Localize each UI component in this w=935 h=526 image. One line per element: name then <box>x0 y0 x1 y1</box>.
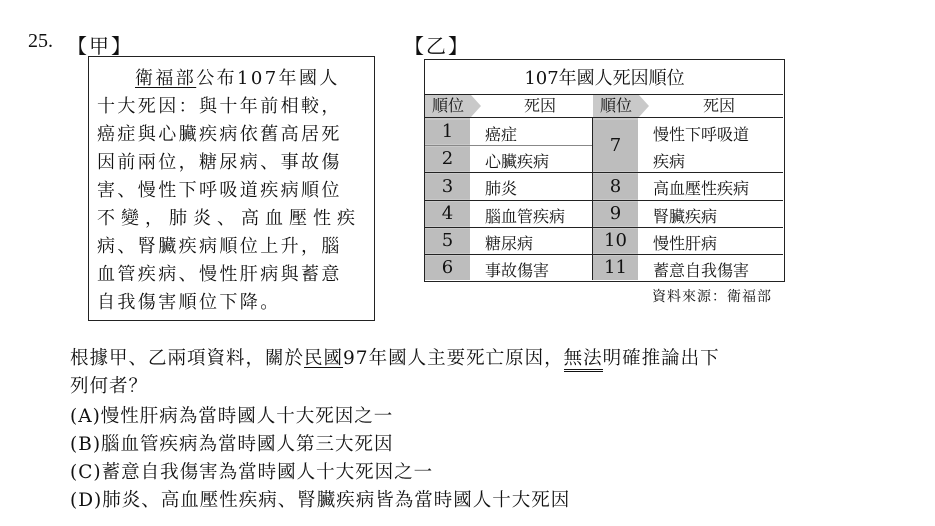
header-cause-right: 死因 <box>702 96 735 115</box>
part-a-label: 【甲】 <box>67 34 133 58</box>
passage-underlined-word: 衛福部 <box>135 68 197 89</box>
cause-7-line-2: 疾病 <box>653 152 686 171</box>
header-rank-left: 順位 <box>425 95 471 117</box>
passage-line-3: 癌症與心臟疾病依舊高居死 <box>97 124 342 145</box>
passage-line-1-rest: 公布107年國人 <box>196 68 340 89</box>
row-divider <box>425 254 783 255</box>
rank-4: 4 <box>425 202 470 226</box>
cause-3: 肺炎 <box>485 179 518 198</box>
cause-2: 心臟疾病 <box>485 152 550 171</box>
rank-11: 11 <box>593 256 638 280</box>
cause-8: 高血壓性疾病 <box>653 179 750 198</box>
passage-line-2: 十大死因：與十年前相較， <box>97 96 342 117</box>
cause-4: 腦血管疾病 <box>485 207 566 226</box>
rank-7: 7 <box>593 120 638 171</box>
passage-line-5: 害、慢性下呼吸道疾病順位 <box>97 180 342 201</box>
rank-5: 5 <box>425 229 470 253</box>
part-b-label: 【乙】 <box>404 34 470 58</box>
stem-part-2: 97年國人主要死亡原因， <box>343 348 564 369</box>
rank-2: 2 <box>425 147 470 171</box>
row-divider <box>425 227 783 228</box>
passage-line-9: 自我傷害順位下降。 <box>97 292 281 313</box>
header-rank-right: 順位 <box>593 95 639 117</box>
passage-line-6: 不變，肺炎、高血壓性疾 <box>97 208 361 229</box>
table-title: 107年國人死因順位 <box>524 68 685 89</box>
option-a[interactable]: (A)慢性肝病為當時國人十大死因之一 <box>70 406 394 427</box>
rank-6: 6 <box>425 256 470 280</box>
cause-10: 慢性肝病 <box>653 234 718 253</box>
question-stem <box>70 345 800 401</box>
option-c[interactable]: (C)蓄意自我傷害為當時國人十大死因之一 <box>70 462 434 483</box>
row-divider <box>425 172 783 173</box>
stem-part-1: 根據甲、乙兩項資料，關於 <box>70 348 305 369</box>
passage-line-7: 病、腎臟疾病順位上升，腦 <box>97 236 342 257</box>
cause-11: 蓄意自我傷害 <box>653 261 750 280</box>
header-arrow-left <box>471 95 481 117</box>
rank-10: 10 <box>593 229 638 253</box>
header-cause-left: 死因 <box>523 96 556 115</box>
table-source: 資料來源：衛福部 <box>652 289 772 305</box>
passage-line-4: 因前兩位，糖尿病、事故傷 <box>97 152 342 173</box>
rank-3: 3 <box>425 174 470 199</box>
header-arrow-right <box>639 95 649 117</box>
option-d[interactable]: (D)肺炎、高血壓性疾病、腎臟疾病皆為當時國人十大死因 <box>70 490 571 511</box>
cause-9: 腎臟疾病 <box>653 207 718 226</box>
death-cause-table <box>424 59 785 282</box>
stem-underlined: 民國 <box>304 348 344 369</box>
passage-line-8: 血管疾病、慢性肝病與蓄意 <box>97 264 342 285</box>
cause-1: 癌症 <box>485 125 518 144</box>
passage-box <box>88 56 375 321</box>
stem-part-3: 明確推論出下 <box>602 348 720 369</box>
cause-7-line-1: 慢性下呼吸道 <box>653 125 750 144</box>
cause-6: 事故傷害 <box>485 261 550 280</box>
option-b[interactable]: (B)腦血管疾病為當時國人第三大死因 <box>70 434 394 455</box>
rank-9: 9 <box>593 202 638 226</box>
question-number: 25. <box>28 30 53 52</box>
rank-8: 8 <box>593 174 638 199</box>
table-header-row <box>425 94 783 118</box>
rank-1: 1 <box>425 120 470 144</box>
row-divider <box>425 200 783 201</box>
passage-line-1 <box>135 64 340 90</box>
question-stem-line-1 <box>70 345 800 373</box>
cause-5: 糖尿病 <box>485 234 534 253</box>
question-stem-line-2: 列何者？ <box>70 376 149 397</box>
row-divider <box>425 145 593 146</box>
stem-double-underlined: 無法 <box>564 348 603 372</box>
